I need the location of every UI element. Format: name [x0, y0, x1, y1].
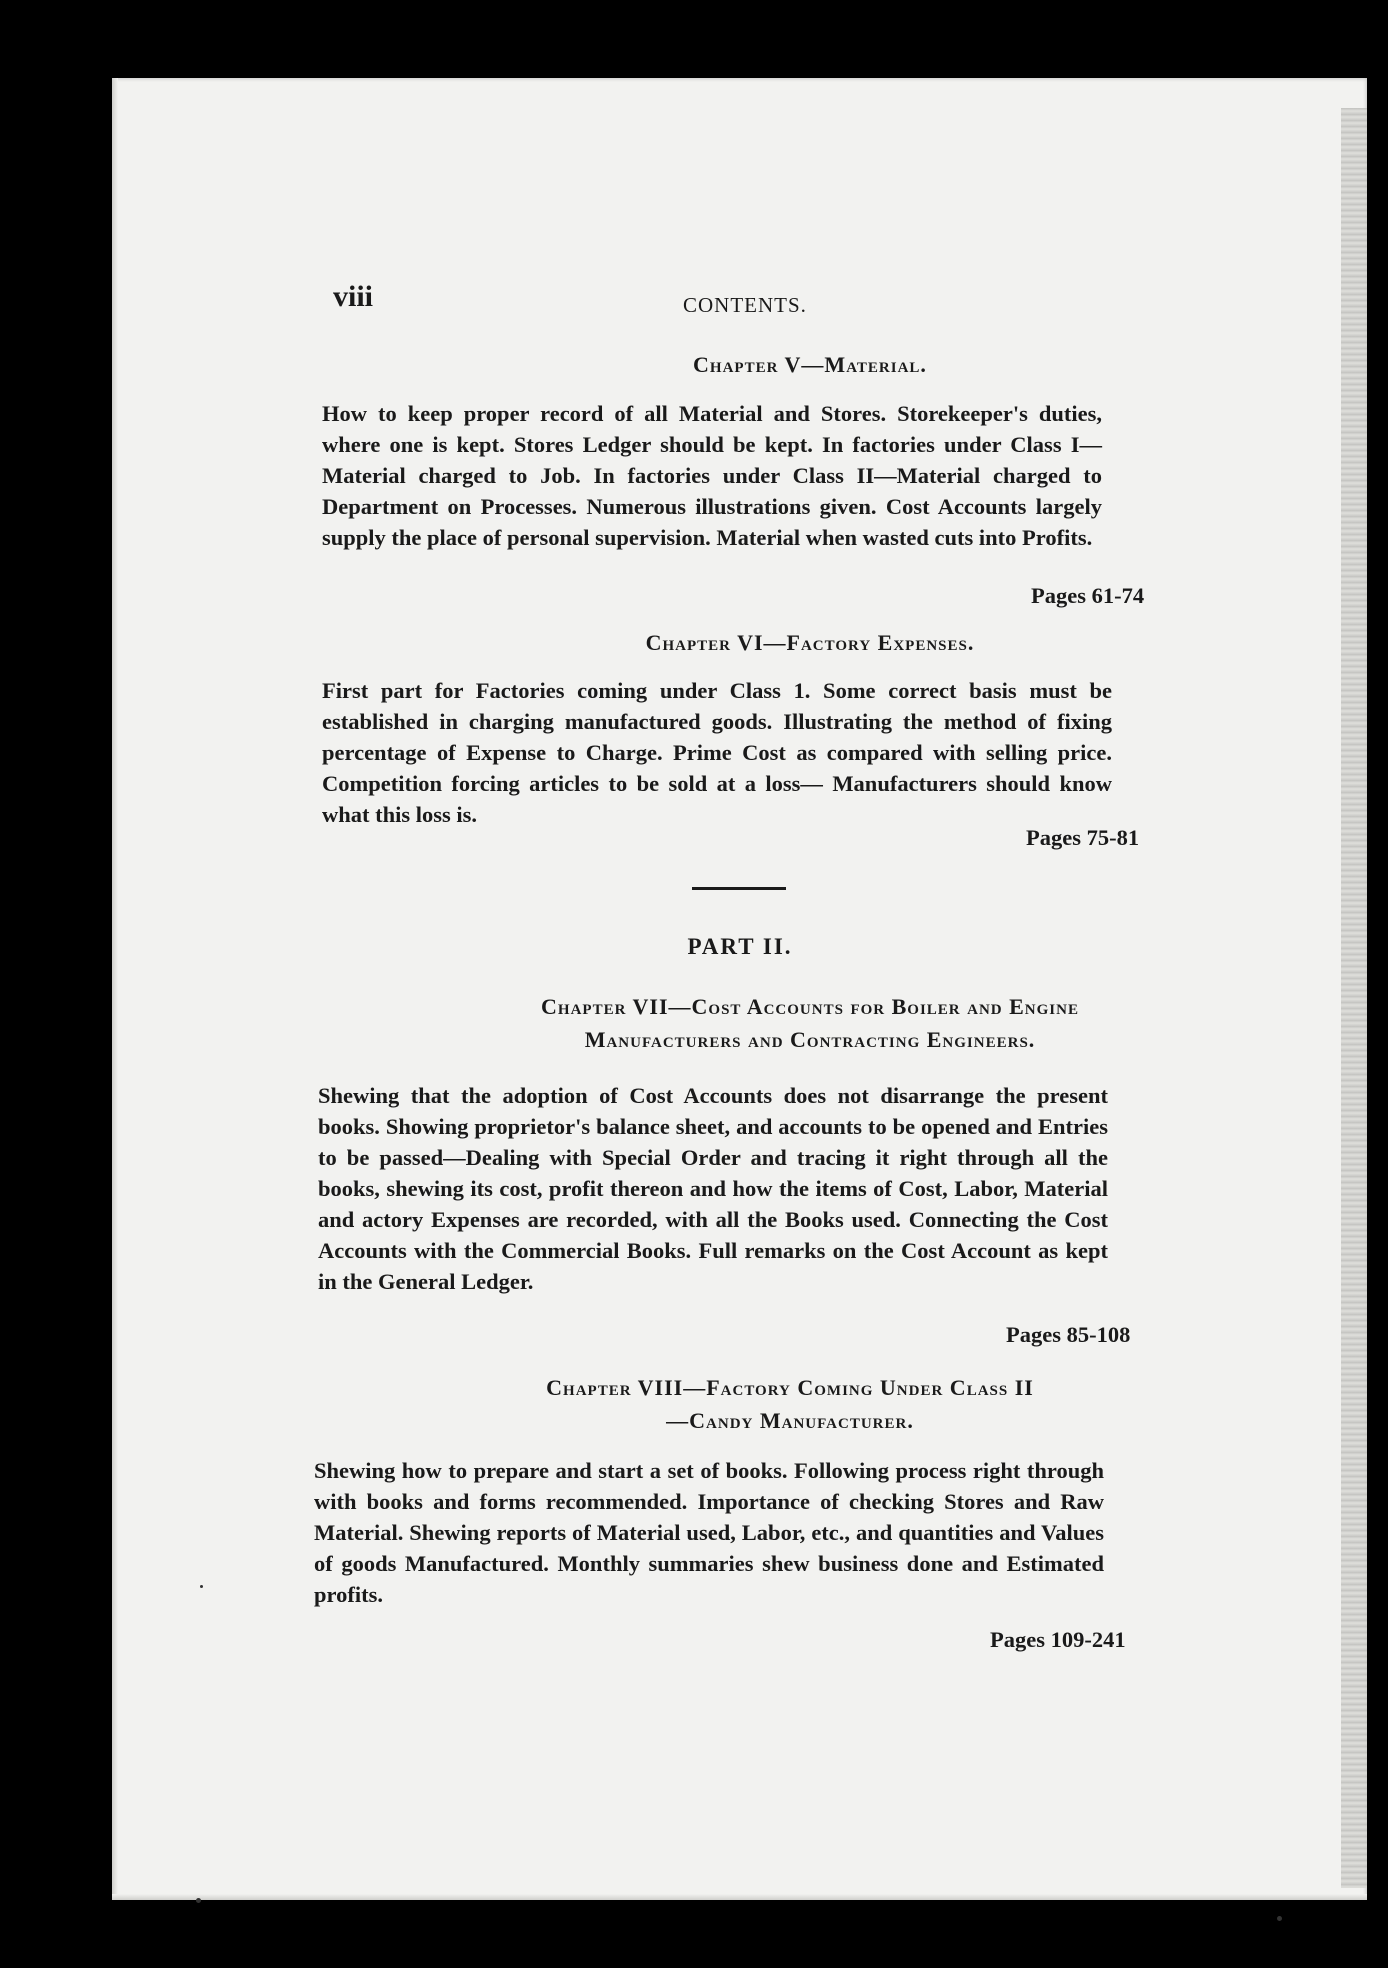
chapter-6-heading: Chapter VI—Factory Expenses. [645, 630, 975, 655]
scan-speck [200, 1585, 203, 1588]
scan-speck [1277, 1916, 1282, 1921]
chapter-7-heading-line-1: Chapter VII—Cost Accounts for Boiler and Engine [541, 994, 1079, 1019]
running-title: CONTENTS. [683, 293, 807, 317]
chapter-8-summary [314, 1455, 1104, 1610]
chapter-5-text: How to keep proper record of all Material and Stores. Storekeeper's duties, where one is kept. Stores Ledger should be kept. In factories under Class I—Material charged to Job. In factories under Class II—Material charged to Department on Processes. Numerous illustrations given. Cost Accounts largely supply the place of personal supervision. Material when wasted cuts into Profits. [322, 401, 1102, 550]
scan-speck [196, 1898, 201, 1903]
chapter-7-heading-line-2: Manufacturers and Contracting Engineers. [584, 1027, 1036, 1052]
chapter-8-heading-line-2: —Candy Manufacturer. [666, 1408, 914, 1433]
chapter-6-text: First part for Factories coming under Class 1. Some correct basis must be established in charging manufactured goods. Illustrating the method of fixing percentage of Expense to Charge. Prime Cost as compared with selling price. Competition forcing articles to be sold at a loss— Manufacturers should know what this loss is. [322, 678, 1112, 827]
chapter-7-summary [318, 1080, 1108, 1297]
section-divider [692, 887, 786, 890]
chapter-8-text: Shewing how to prepare and start a set of books. Following process right through with books and forms recommended. Importance of checking Stores and Raw Material. Shewing reports of Material used, Labor, etc., and quantities and Values of goods Manufactured. Monthly summaries shew business done and Estimated profits. [314, 1458, 1104, 1607]
page-left-edge [112, 78, 118, 1900]
chapter-7-text: Shewing that the adoption of Cost Accounts does not disarrange the present books. Showing proprietor's balance sheet, and accounts to be opened and Entries to be passed—Dealing with Special Order and tracing it right through all the books, shewing its cost, profit thereon and how the items of Cost, Labor, Material and actory Expenses are recorded, with all the Books used. Connecting the Cost Accounts with the Commercial Books. Full remarks on the Cost Account as kept in the General Ledger. [318, 1083, 1108, 1294]
chapter-7-pages: Pages 85-108 [1006, 1322, 1131, 1347]
page-folio: viii [333, 280, 374, 313]
chapter-8-heading-line-1: Chapter VIII—Factory Coming Under Class II [546, 1375, 1034, 1400]
page-right-edge [1341, 108, 1367, 1888]
page-bottom-edge [112, 1894, 1367, 1900]
chapter-5-pages: Pages 61-74 [1031, 583, 1145, 608]
chapter-5-summary [322, 398, 1102, 553]
chapter-5-heading: Chapter V—Material. [693, 352, 927, 377]
chapter-6-pages: Pages 75-81 [1026, 825, 1140, 850]
part-2-heading: PART II. [687, 934, 793, 959]
chapter-8-pages: Pages 109-241 [990, 1627, 1126, 1652]
chapter-6-summary [322, 675, 1112, 830]
